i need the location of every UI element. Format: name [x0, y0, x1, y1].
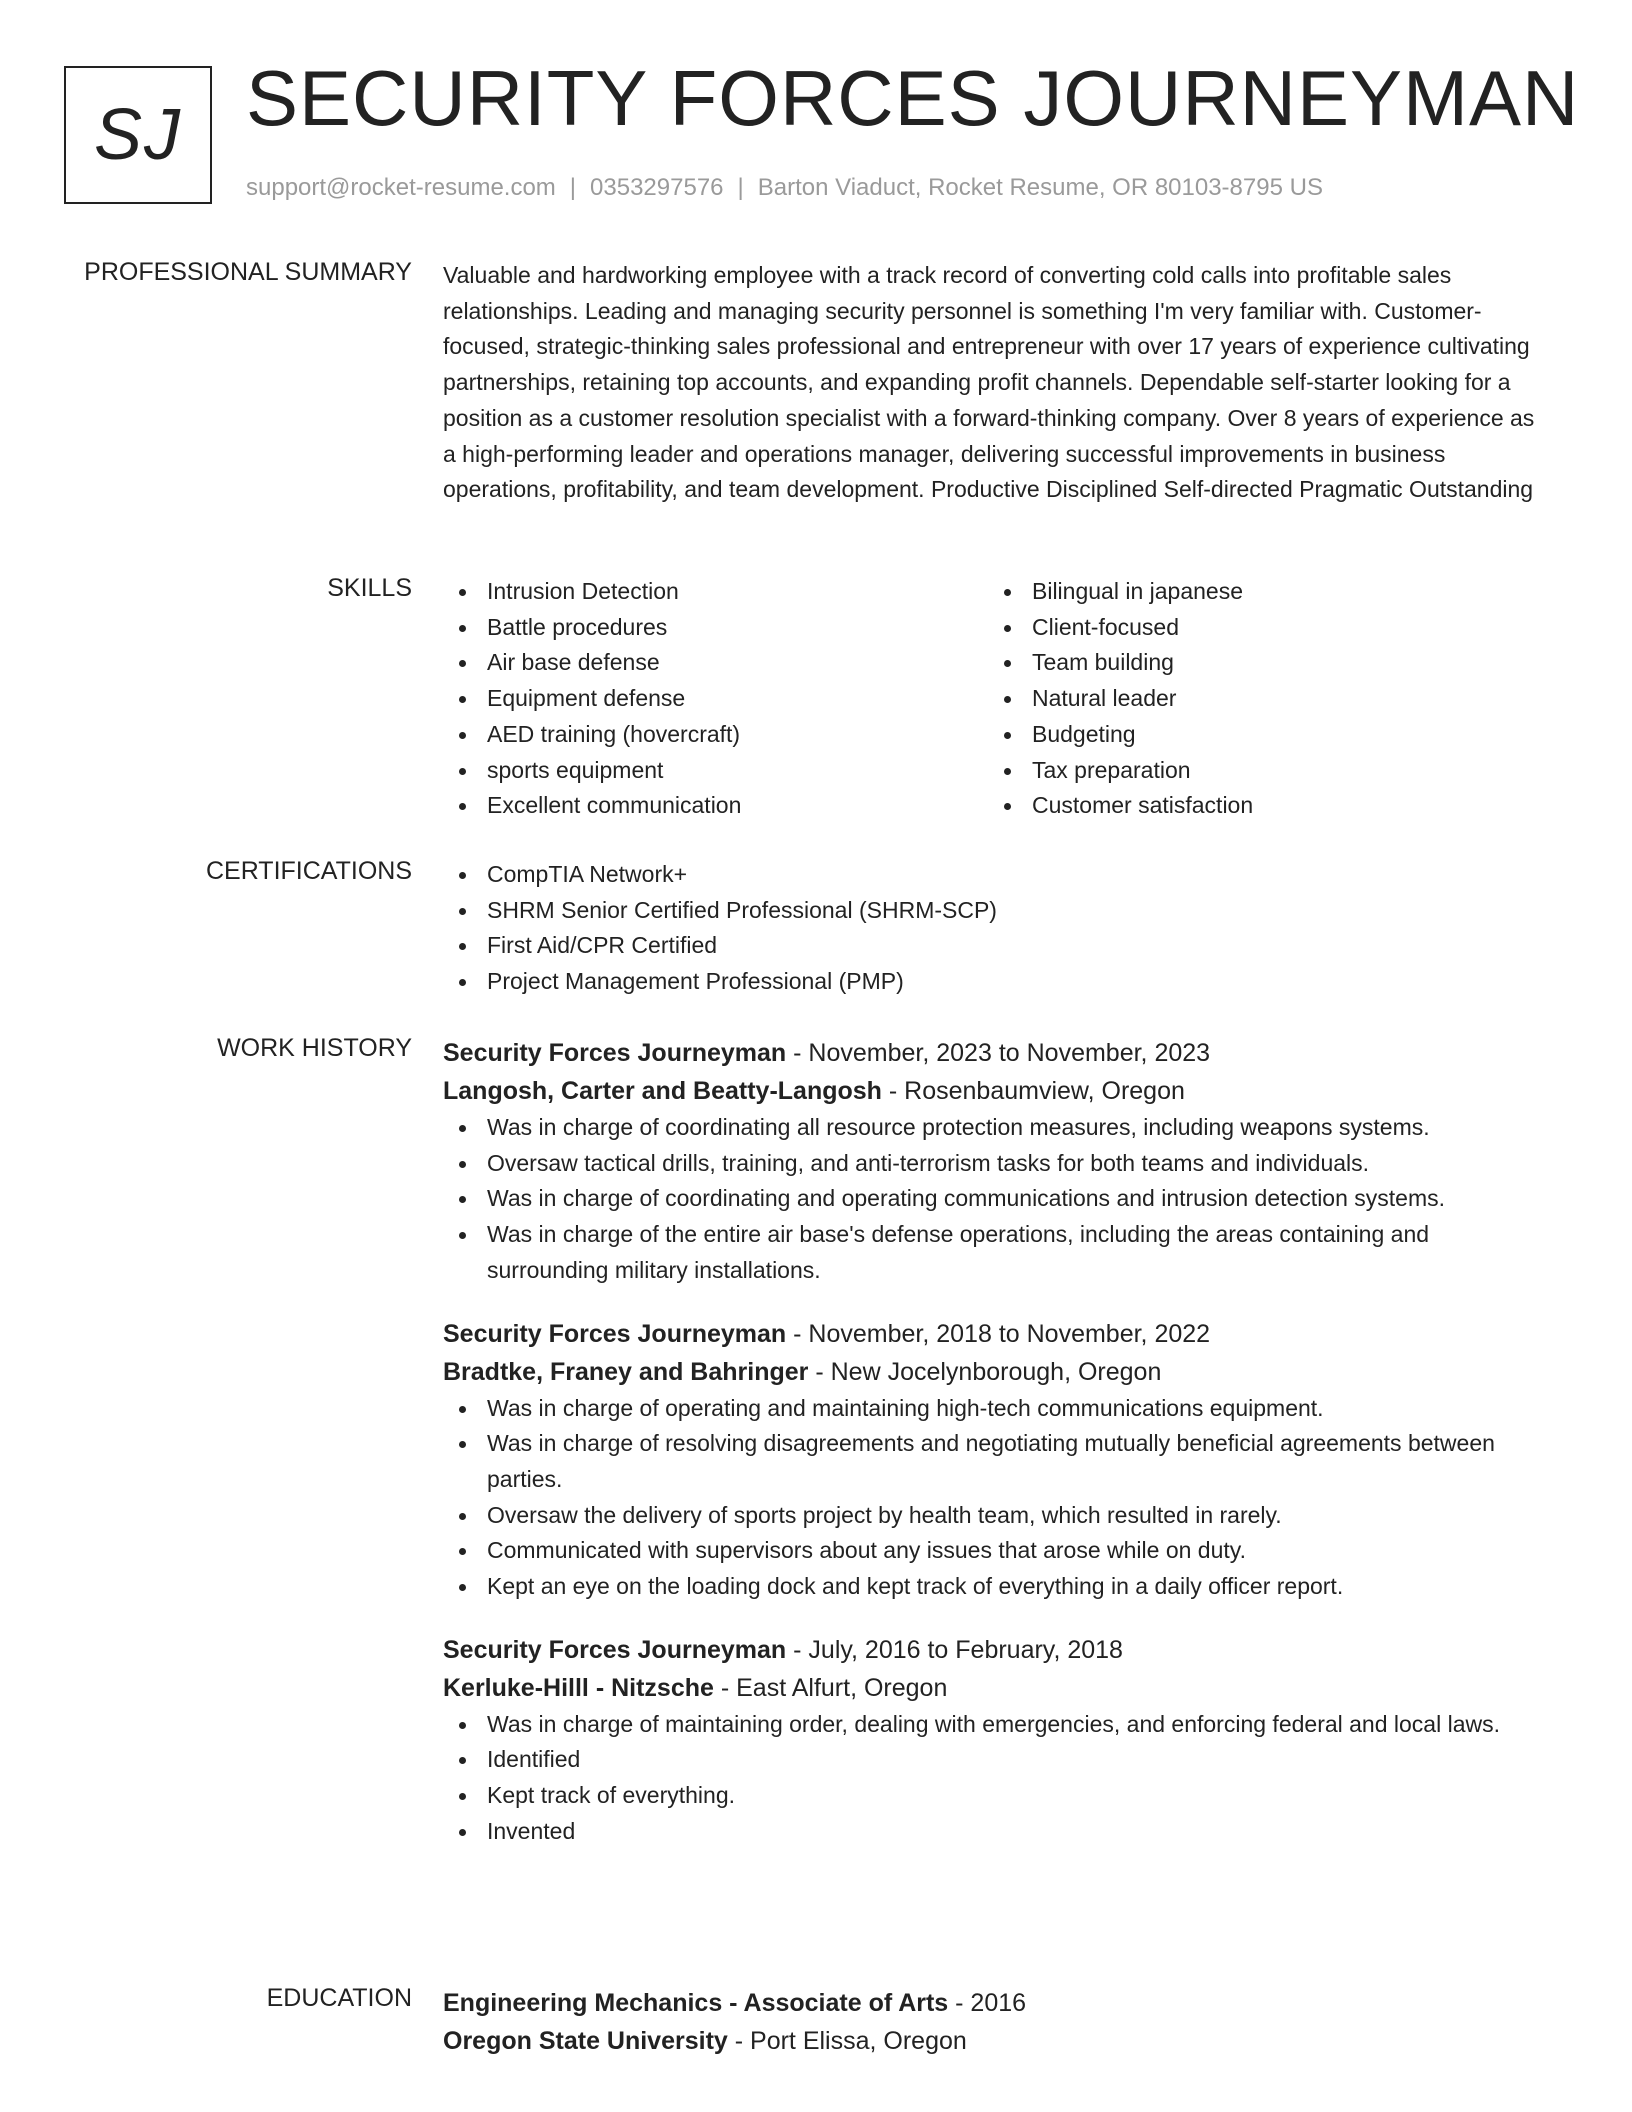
section-label-work-history: WORK HISTORY [217, 1034, 412, 1062]
work-history-body [443, 1034, 1543, 1850]
skill-item: Team building [988, 645, 1533, 681]
job-dates: - November, 2023 to November, 2023 [786, 1039, 1211, 1067]
education-location: - Port Elissa, Oregon [727, 2027, 967, 2055]
job-bullet: Communicated with supervisors about any issues that arose while on duty. [443, 1533, 1543, 1569]
job-title: Security Forces Journeyman [443, 1039, 787, 1067]
job-company-line [443, 1072, 1543, 1110]
skill-item: Tax preparation [988, 753, 1533, 789]
skill-item: Battle procedures [443, 610, 988, 646]
skills-body [443, 574, 1543, 824]
job-company-line [443, 1669, 1543, 1707]
skill-item: Client-focused [988, 610, 1533, 646]
skill-item: Air base defense [443, 645, 988, 681]
job-title-line [443, 1034, 1543, 1072]
skill-item: AED training (hovercraft) [443, 717, 988, 753]
job-title: Security Forces Journeyman [443, 1635, 787, 1664]
section-label-certifications: CERTIFICATIONS [205, 857, 412, 885]
education-degree: Engineering Mechanics - Associate of Arts [443, 1989, 949, 2017]
contact-line [246, 174, 1323, 202]
skill-item: Excellent communication [443, 788, 988, 824]
contact-address: Barton Viaduct, Rocket Resume, OR 80103-8795 US [757, 174, 1323, 201]
summary-text: Valuable and hardworking employee with a track record of converting cold calls into profitable sales relationships. Leading and managing security personnel is something I'm very familiar with. Customer-focused, strategic-thinking sales professional and entrepreneur with over 17 years of experience cultivating partnerships, retaining top accounts, and expanding profit channels. Dependable self-starter looking for a position as a customer resolution specialist with a forward-thinking company. Over 8 years of experience as a high-performing leader and operations manager, delivering successful improvements in business operations, profitability, and team development. Productive Disciplined Self-directed Pragmatic Outstanding [443, 262, 1535, 503]
education-school: Oregon State University [443, 2027, 728, 2055]
certification-item: SHRM Senior Certified Professional (SHRM-SCP) [443, 893, 1543, 929]
certification-item: CompTIA Network+ [443, 857, 1543, 893]
job-location: - New Jocelynborough, Oregon [808, 1357, 1162, 1386]
job-bullets [443, 1391, 1543, 1605]
job-bullet: Invented [443, 1814, 1543, 1850]
job-company: Kerluke-Hilll - Nitzsche [443, 1673, 714, 1702]
skills-list-left [443, 574, 988, 824]
job-bullet: Identified [443, 1742, 1543, 1778]
skill-item: Bilingual in japanese [988, 574, 1533, 610]
section-label-summary: PROFESSIONAL SUMMARY [84, 258, 412, 286]
job-bullet: Was in charge of coordinating and operating communications and intrusion detection systems. [443, 1181, 1543, 1217]
certification-item: First Aid/CPR Certified [443, 928, 1543, 964]
education-body [443, 1984, 1543, 2060]
job-dates: - July, 2016 to February, 2018 [786, 1635, 1123, 1664]
section-label-skills: SKILLS [327, 574, 412, 602]
job-bullet: Was in charge of the entire air base's defense operations, including the areas containing and surrounding military installations. [443, 1217, 1543, 1288]
section-label-education: EDUCATION [266, 1984, 412, 2012]
job-bullets [443, 1110, 1543, 1289]
certifications-body [443, 857, 1543, 1000]
skill-item: Customer satisfaction [988, 788, 1533, 824]
certification-item: Project Management Professional (PMP) [443, 964, 1543, 1000]
job-entry [443, 1631, 1543, 1850]
contact-separator: | [569, 174, 577, 201]
contact-phone: 0353297576 [590, 174, 724, 201]
job-location: - East Alfurt, Oregon [713, 1673, 948, 1702]
skills-list-right [988, 574, 1533, 824]
job-company: Bradtke, Franey and Bahringer [443, 1357, 809, 1386]
contact-separator: | [737, 174, 744, 201]
job-bullet: Was in charge of maintaining order, dealing with emergencies, and enforcing federal and local laws. [443, 1707, 1543, 1743]
job-entry [443, 1034, 1543, 1289]
job-bullets [443, 1707, 1543, 1850]
job-bullet: Was in charge of coordinating all resource protection measures, including weapons systems. [443, 1110, 1543, 1146]
skill-item: Equipment defense [443, 681, 988, 717]
job-dates: - November, 2018 to November, 2022 [786, 1319, 1211, 1348]
contact-email: support@rocket-resume.com [246, 174, 556, 201]
education-school-line [443, 2022, 1543, 2060]
job-bullet: Oversaw the delivery of sports project by health team, which resulted in rarely. [443, 1498, 1543, 1534]
job-bullet: Was in charge of operating and maintaining high-tech communications equipment. [443, 1391, 1543, 1427]
education-degree-line [443, 1984, 1543, 2022]
job-title-line [443, 1631, 1543, 1669]
monogram-box [64, 66, 212, 204]
education-year: - 2016 [948, 1989, 1027, 2017]
job-bullet: Kept an eye on the loading dock and kept track of everything in a daily officer report. [443, 1569, 1543, 1605]
job-location: - Rosenbaumview, Oregon [881, 1077, 1185, 1105]
job-bullet: Kept track of everything. [443, 1778, 1543, 1814]
skill-item: Intrusion Detection [443, 574, 988, 610]
job-entry [443, 1315, 1543, 1605]
skill-item: sports equipment [443, 753, 988, 789]
job-company: Langosh, Carter and Beatty-Langosh [443, 1077, 882, 1105]
job-company-line [443, 1353, 1543, 1391]
skill-item: Budgeting [988, 717, 1533, 753]
job-bullet: Oversaw tactical drills, training, and anti-terrorism tasks for both teams and individuals. [443, 1146, 1543, 1182]
job-title: Security Forces Journeyman [443, 1319, 787, 1348]
certifications-list [443, 857, 1543, 1000]
skill-item: Natural leader [988, 681, 1533, 717]
monogram-initials: SJ [93, 95, 183, 175]
job-title-line [443, 1315, 1543, 1353]
resume-name: SECURITY FORCES JOURNEYMAN [246, 54, 1580, 142]
job-bullet: Was in charge of resolving disagreements and negotiating mutually beneficial agreements between parties. [443, 1426, 1543, 1497]
summary-body [443, 258, 1543, 508]
